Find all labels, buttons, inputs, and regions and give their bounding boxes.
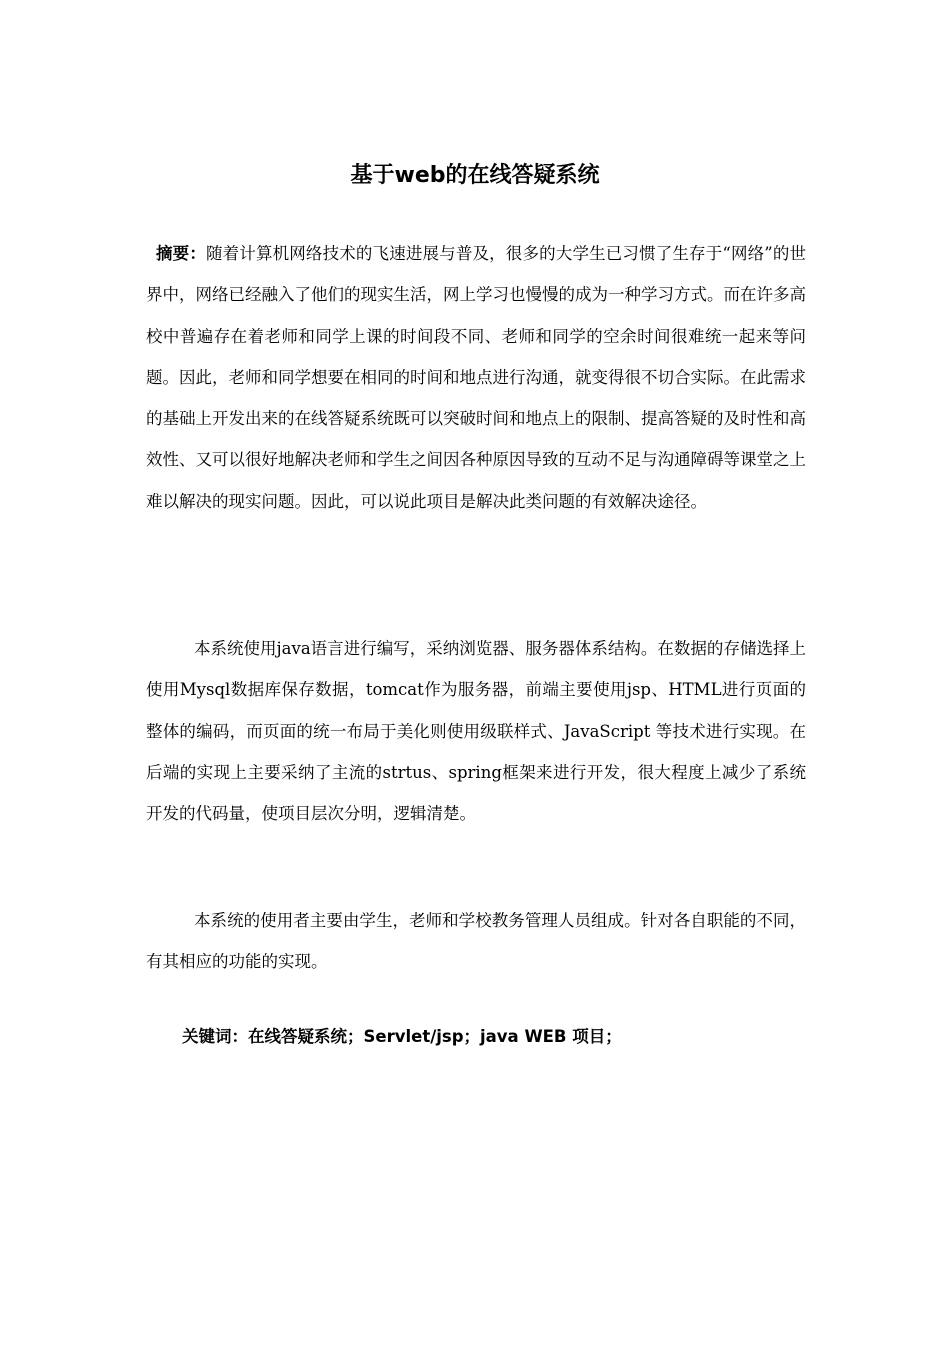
document-title: 基于web的在线答疑系统 [350,163,600,188]
keywords-line [182,1016,822,1057]
abstract-paragraph [146,233,806,522]
abstract-label: 摘要： [156,244,206,263]
body-paragraph-users: 本系统的使用者主要由学生，老师和学校教务管理人员组成。针对各自职能的不同，有其相应的功能的实现。 [146,911,806,972]
keywords-label: 关键词： [182,1027,248,1046]
keywords-value: 在线答疑系统；Servlet/jsp；java WEB 项目； [248,1027,622,1046]
abstract-text: 随着计算机网络技术的飞速进展与普及，很多的大学生已习惯了生存于“网络”的世界中，网络已经融入了他们的现实生活，网上学习也慢慢的成为一种学习方式。而在许多高校中普遍存在着老师和同学上课的时间段不同、老师和同学的空余时间很难统一起来等问题。因此，老师和同学想要在相同的时间和地点进行沟通，就变得很不切合实际。在此需求的基础上开发出来的在线答疑系统既可以突破时间和地点上的限制、提高答疑的及时性和高效性、又可以很好地解决老师和学生之间因各种原因导致的互动不足与沟通障碍等课堂之上难以解决的现实问题。因此，可以说此项目是解决此类问题的有效解决途径。 [146,244,807,511]
body-paragraph-technology: 本系统使用java语言进行编写，采纳浏览器、服务器体系结构。在数据的存储选择上使用Mysql数据库保存数据，tomcat作为服务器，前端主要使用jsp、HTML进行页面的整体的编码，而页面的统一布局于美化则使用级联样式、JavaScript 等技术进行实现。在后端的实现上主要采纳了主流的strtus、spring框架来进行开发，很大程度上减少了系统开发的代码量，使项目层次分明，逻辑清楚。 [146,639,806,824]
